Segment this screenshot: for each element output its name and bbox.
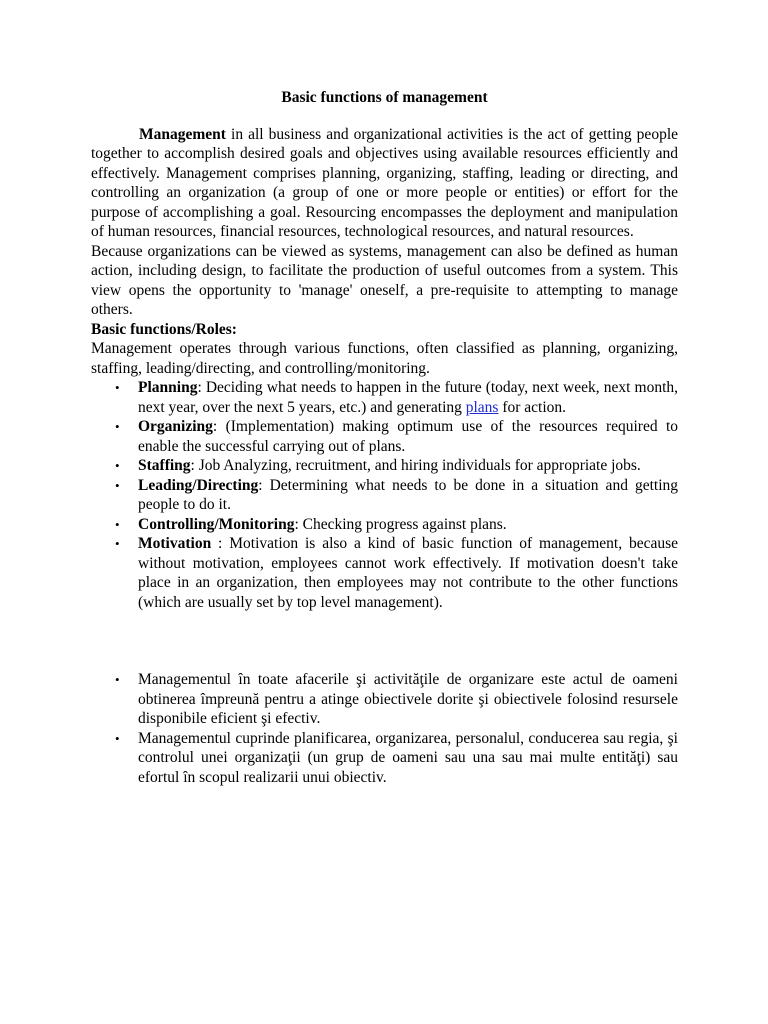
function-text: : Motivation is also a kind of basic function of management, because without motivation, employees cannot work effectively. If motivation doesn't take place in an organization, then employees may not contribute to the other functions (which are usually set by top level management). [138, 535, 678, 611]
bullet-icon: • [115, 419, 120, 434]
function-item-motivation [91, 534, 678, 612]
bullet-icon: • [115, 536, 120, 551]
function-item-staffing [91, 456, 678, 476]
function-text: : Job Analyzing, recruitment, and hiring individuals for appropriate jobs. [190, 457, 641, 474]
function-text: : Checking progress against plans. [294, 515, 507, 533]
function-text-after: for action. [498, 398, 567, 416]
functions-list [91, 378, 678, 612]
romanian-item-text: Managementul cuprinde planificarea, organizarea, personalul, conducerea sau regia, şi controlul unei organizaţii (un grup de oameni sau una sau mai multe entităţi) sau efortul în scopul realizarii unui obiectiv. [138, 729, 678, 786]
document-title: Basic functions of management [281, 89, 488, 106]
intro-paragraph [91, 125, 678, 242]
bullet-icon: • [115, 458, 120, 473]
function-text: : Determining what needs to be done in a situation and getting people to do it. [138, 476, 678, 513]
function-text: : Deciding what needs to happen in the future (today, next week, next month, next year, over the next 5 years, etc.) and generating [138, 379, 678, 416]
function-item-organizing [91, 417, 678, 456]
bullet-icon: • [115, 730, 120, 746]
function-term: Leading/Directing [138, 476, 259, 494]
function-term: Controlling/Monitoring [138, 515, 295, 533]
roles-intro-paragraph: Management operates through various functions, often classified as planning, organizing, staffing, leading/directing, and controlling/monitoring. [91, 340, 678, 377]
function-term: Planning [138, 379, 198, 396]
function-text: : (Implementation) making optimum use of the resources required to enable the successful carrying out of plans. [138, 418, 678, 455]
blank-space [91, 612, 678, 670]
bullet-icon: • [115, 672, 120, 687]
romanian-list [91, 670, 678, 787]
function-term: Organizing [138, 418, 213, 435]
romanian-item-2 [91, 729, 678, 788]
bullet-icon: • [115, 380, 120, 395]
intro-lead-term: Management [139, 125, 226, 143]
bullet-icon: • [115, 516, 120, 532]
function-term: Motivation [138, 535, 212, 552]
bullet-icon: • [115, 477, 120, 493]
plans-link[interactable]: plans [465, 398, 499, 416]
romanian-item-1 [91, 670, 678, 729]
function-item-planning [91, 378, 678, 417]
function-item-leading [91, 476, 678, 515]
roles-heading: Basic functions/Roles: [91, 320, 237, 338]
systems-paragraph: Because organizations can be viewed as systems, management can also be defined as human action, including design, to facilitate the production of useful outcomes from a system. This view opens the opportunity to 'manage' oneself, a pre-requisite to attempting to manage others. [91, 242, 678, 318]
romanian-item-text: Managementul în toate afacerile şi activităţile de organizare este actul de oameni obtinerea împreună pentru a atinge obiectivele dorite şi obiectivele folosind resursele disponibile eficient şi efectiv. [138, 671, 678, 727]
function-term: Staffing [138, 457, 191, 474]
function-item-controlling [91, 515, 678, 535]
intro-text: in all business and organizational activities is the act of getting people together to accomplish desired goals and objectives using available resources efficiently and effectively. Management comprises planning, organizing, staffing, leading or directing, and controlling an organization (a group of one or more people or entities) or effort for the purpose of accomplishing a goal. Resourcing encompasses the deployment and manipulation of human resources, financial resources, technological resources, and natural resources. [91, 125, 678, 240]
